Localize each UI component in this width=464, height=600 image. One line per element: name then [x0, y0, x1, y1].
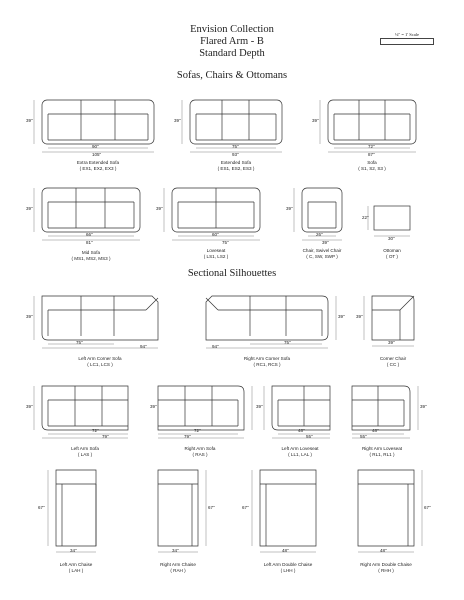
ras-inner-width: 72"	[194, 428, 201, 433]
sofa-depth: 39"	[312, 118, 319, 123]
rcs-outer-width: 94"	[212, 344, 219, 349]
lcs-codes: ( LC1, LCS )	[87, 362, 113, 367]
ras-name: Right Arm Sofa	[184, 446, 216, 451]
loveseat-outer-width: 75"	[222, 240, 229, 245]
section-sectional-heading: Sectional Silhouettes	[187, 268, 277, 279]
las-depth: 39"	[26, 404, 33, 409]
extended-sofa-name: Extended Sofa	[220, 160, 252, 165]
mid-sofa-outer-width: 81"	[86, 240, 93, 245]
corner-caption	[380, 356, 406, 368]
rah-depth: 67"	[208, 505, 215, 510]
mid-sofa-codes: ( MS1, MS2, MS3 )	[71, 256, 111, 261]
corner-width: 39"	[388, 340, 395, 345]
chair-caption	[303, 248, 342, 260]
corner-codes: ( CC )	[386, 362, 400, 367]
mid-sofa-depth: 39"	[26, 206, 33, 211]
ext-sofa-depth: 39"	[26, 118, 33, 123]
loveseat-caption	[204, 248, 229, 260]
scale-label: ⅛" = 1' Scale	[395, 32, 419, 37]
rhh-codes: ( RHH )	[378, 568, 394, 573]
lcs-depth: 39"	[26, 314, 33, 319]
rah-caption	[160, 562, 196, 574]
ext-sofa-outer-width: 105"	[92, 152, 102, 157]
rah-width: 34"	[172, 548, 179, 553]
section-sofas-heading: Sofas, Chairs & Ottomans	[176, 70, 288, 81]
ottoman-codes: ( OT )	[386, 254, 398, 259]
ras-outer-width: 79"	[184, 434, 191, 439]
ral-caption	[362, 446, 402, 458]
extended-sofa-outer-width: 93"	[232, 152, 239, 157]
lah-width: 34"	[70, 548, 77, 553]
ral-outer-width: 55"	[360, 434, 367, 439]
ras-codes: ( RAS )	[192, 452, 208, 457]
corner-name: Corner Chair	[379, 356, 407, 361]
lal-caption	[281, 446, 318, 458]
loveseat-name: Loveseat	[206, 248, 226, 253]
extended-sofa-inner-width: 75"	[232, 144, 239, 149]
rcs-caption	[244, 356, 290, 368]
ottoman-width: 30"	[388, 236, 395, 241]
rhh-caption	[360, 562, 412, 574]
ras-depth: 39"	[150, 404, 157, 409]
las-caption	[71, 446, 99, 458]
ras-caption	[185, 446, 216, 458]
chair-name: Chair, Swivel Chair	[302, 248, 342, 253]
drawing-rah	[158, 470, 206, 552]
lah-name: Left Arm Chaise	[59, 562, 93, 567]
drawing-lhh	[252, 470, 316, 552]
rcs-codes: ( RC1, RCS )	[253, 362, 281, 367]
collection-title: Envision Collection	[190, 24, 274, 35]
sofa-caption	[358, 160, 386, 172]
rah-name: Right Arm Chaise	[160, 562, 196, 567]
mid-sofa-name: Mid Sofa	[81, 250, 101, 255]
sofa-inner-width: 72"	[368, 144, 375, 149]
las-name: Left Arm Sofa	[71, 446, 99, 451]
rcs-name: Right Arm Corner Sofa	[243, 356, 291, 361]
corner-depth: 39"	[356, 314, 363, 319]
drawing-rcs	[206, 296, 336, 348]
lal-inner-width: 48"	[298, 428, 305, 433]
ottoman-name: Ottoman	[383, 248, 401, 253]
extended-sofa-codes: ( ES1, ES2, ES3 )	[217, 166, 255, 171]
chair-depth: 39"	[286, 206, 293, 211]
lal-codes: ( LL1, LAL )	[288, 452, 312, 457]
rhh-name: Right Arm Double Chaise	[360, 562, 412, 567]
loveseat-inner-width: 60"	[212, 232, 219, 237]
drawing-las	[34, 386, 128, 438]
ottoman-depth: 22"	[362, 215, 369, 220]
chair-inner-width: 26"	[316, 232, 323, 237]
extended-sofa-depth: 39"	[174, 118, 181, 123]
rhh-depth: 67"	[424, 505, 431, 510]
rcs-depth: 39"	[338, 314, 345, 319]
drawing-corner-chair	[364, 296, 414, 346]
mid-sofa-inner-width: 66"	[86, 232, 93, 237]
lah-codes: ( LAH )	[68, 568, 84, 573]
style-title: Flared Arm - B	[200, 36, 264, 47]
ral-depth: 39"	[420, 404, 427, 409]
drawing-rhh	[358, 470, 422, 552]
ext-sofa-name: Extra Extended Sofa	[76, 160, 120, 165]
mid-sofa-caption	[71, 250, 110, 262]
sofa-outer-width: 87"	[368, 152, 375, 157]
lal-outer-width: 55"	[306, 434, 313, 439]
lhh-caption	[264, 562, 313, 574]
rcs-inner-width: 75"	[284, 340, 291, 345]
drawing-ras	[158, 386, 252, 438]
ext-sofa-caption	[77, 160, 119, 172]
las-outer-width: 79"	[102, 434, 109, 439]
lcs-name: Left Arm Corner Sofa	[78, 356, 122, 361]
drawing-ral	[352, 386, 418, 438]
ext-sofa-codes: ( EX1, EX2, EX3 )	[79, 166, 117, 171]
drawing-ottoman	[368, 206, 410, 236]
lhh-width: 48"	[282, 548, 289, 553]
sofa-codes: ( S1, S2, S3 )	[358, 166, 386, 171]
ottoman-caption	[383, 248, 401, 260]
lcs-outer-width: 94"	[140, 344, 147, 349]
chair-codes: ( C, SW, SWP )	[306, 254, 338, 259]
lal-name: Left Arm Loveseat	[281, 446, 319, 451]
extended-sofa-caption	[218, 160, 255, 172]
ext-sofa-inner-width: 90"	[92, 144, 99, 149]
ral-inner-width: 48"	[372, 428, 379, 433]
lcs-inner-width: 75"	[76, 340, 83, 345]
depth-title: Standard Depth	[199, 48, 265, 59]
las-codes: ( LAS )	[77, 452, 93, 457]
lah-depth: 67"	[38, 505, 45, 510]
lcs-caption	[78, 356, 121, 368]
chair-outer-width: 39"	[322, 240, 329, 245]
drawing-lah	[48, 470, 96, 552]
ral-name: Right Arm Loveseat	[361, 446, 403, 451]
las-inner-width: 72"	[92, 428, 99, 433]
loveseat-depth: 39"	[156, 206, 163, 211]
drawing-lal	[264, 386, 330, 438]
rah-codes: ( RAH )	[170, 568, 186, 573]
lal-depth: 39"	[256, 404, 263, 409]
rhh-width: 48"	[380, 548, 387, 553]
lhh-name: Left Arm Double Chaise	[263, 562, 313, 567]
ral-codes: ( RL1, RL1 )	[369, 452, 395, 457]
drawing-lcs	[34, 296, 158, 348]
lhh-depth: 67"	[242, 505, 249, 510]
loveseat-codes: ( LS1, LS2 )	[203, 254, 229, 259]
lah-caption	[60, 562, 93, 574]
sofa-name: Sofa	[367, 160, 377, 165]
lhh-codes: ( LHH )	[280, 568, 296, 573]
